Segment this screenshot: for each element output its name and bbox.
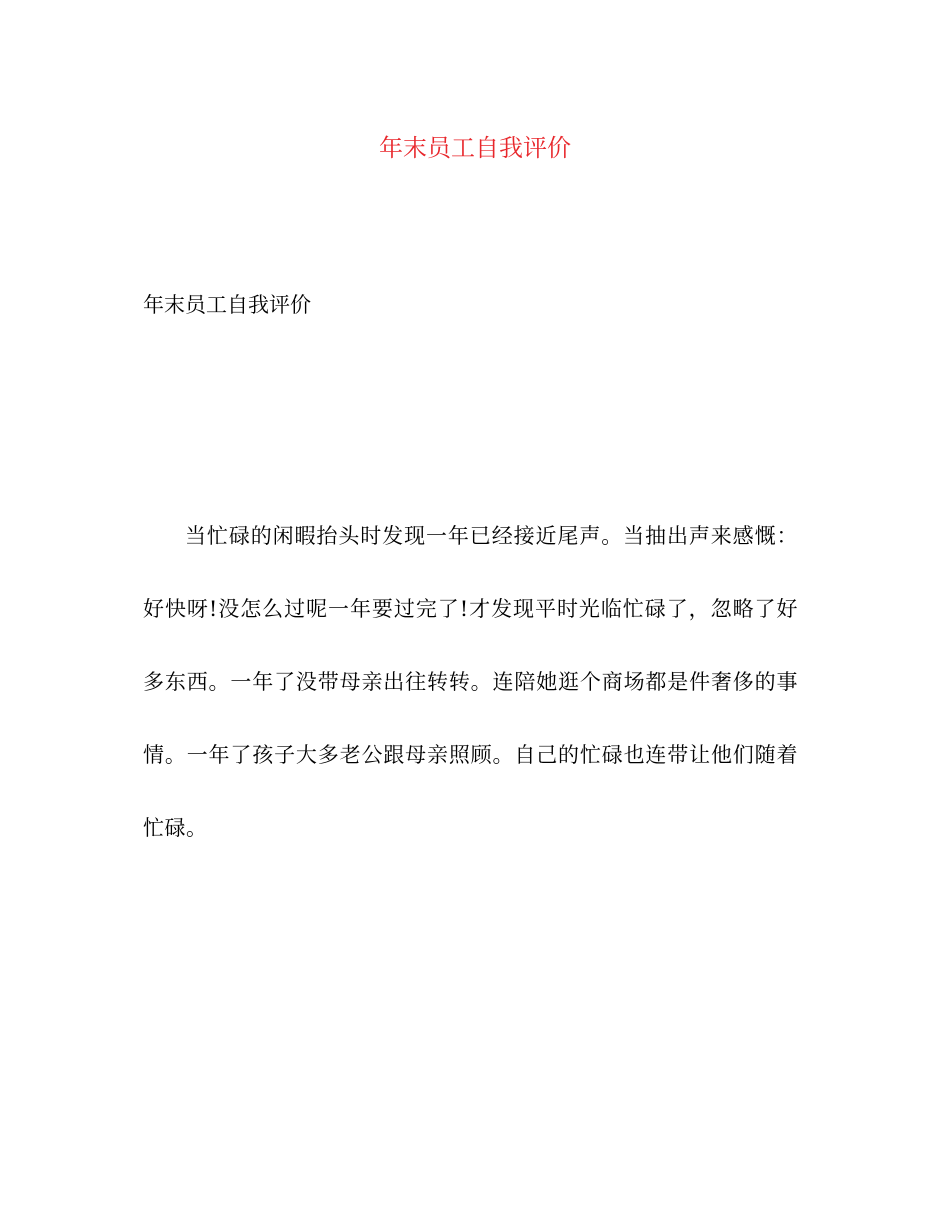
section-heading: 年末员工自我评价 (143, 293, 311, 317)
document-title: 年末员工自我评价 (379, 134, 571, 162)
body-paragraph: 当忙碌的闲暇抬头时发现一年已经接近尾声。当抽出声来感慨：好快呀!没怎么过呢一年要过完了!才发现平时光临忙碌了，忽略了好多东西。一年了没带母亲出往转转。连陪她逛个商场都是件奢侈的事情。一年了孩子大多老公跟母亲照顾。自己的忙碌也连带让他们随着忙碌。 (143, 524, 798, 840)
